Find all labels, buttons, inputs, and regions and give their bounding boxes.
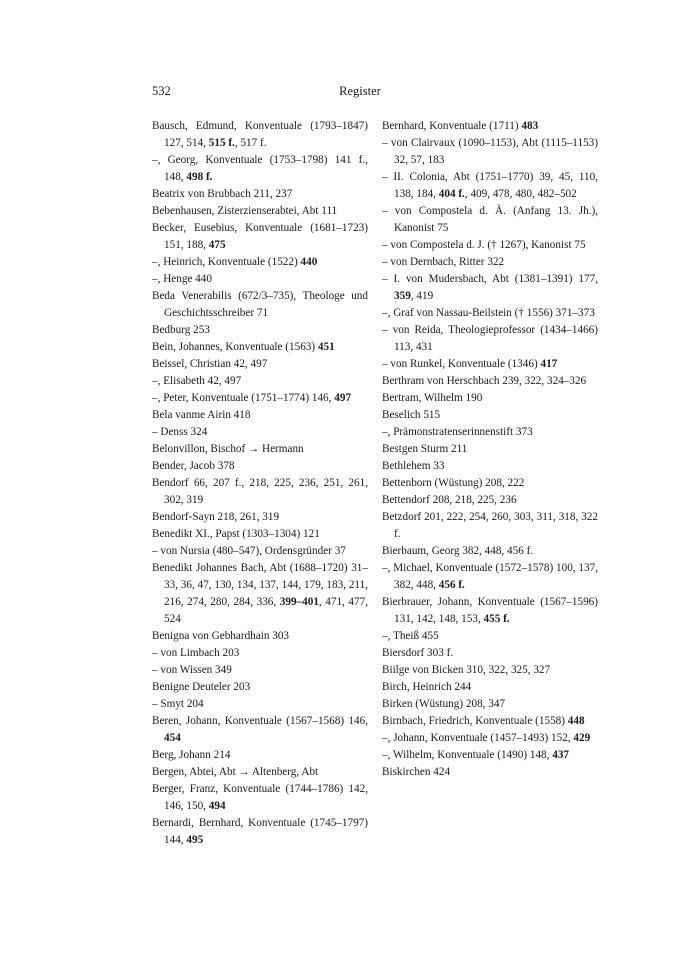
index-entry: Bertram, Wilhelm 190 [382,392,483,404]
page-number: 532 [152,84,171,98]
index-entry: –, Peter, Konventuale (1751–1774) 146, 497 [152,392,352,404]
index-entry: –, Johann, Konventuale (1457–1493) 152, 429 [382,732,591,744]
index-entry: Birch, Heinrich 244 [382,681,472,693]
index-entry: Bergen, Abtei, Abt → Altenberg, Abt [152,766,319,778]
index-entry: Belonvillon, Bischof → Hermann [152,443,304,455]
index-entry: Benedikt Johannes Bach, Abt (1688–1720) 31–33, 36, 47, 130, 134, 137, 144, 179, 183, 211, 216, 274, 280, 284, 336, 399–401, 471, 477, 524 [152,562,369,625]
index-entry: Bendorf-Sayn 218, 261, 319 [152,511,280,523]
index-entry: Becker, Eusebius, Konventuale (1681–1723) 151, 188, 475 [152,222,368,251]
index-entry: Bendorf 66, 207 f., 218, 225, 236, 251, 261, 302, 319 [152,477,368,506]
index-entry: Beissel, Christian 42, 497 [152,358,268,370]
index-entry: Bedburg 253 [152,324,210,336]
index-entry: Berg, Johann 214 [152,749,231,761]
index-entry: Bierbaum, Georg 382, 448, 456 f. [382,545,534,557]
index-entry: Bettenborn (Wüstung) 208, 222 [382,477,525,489]
index-entry: Bernhard, Konventuale (1711) 483 [382,120,539,132]
index-entry: Bausch, Edmund, Konventuale (1793–1847) 127, 514, 515 f., 517 f. [152,120,368,149]
index-entry: – von Wissen 349 [152,664,232,676]
index-entry: – von Reida, Theologieprofessor (1434–1466) 113, 431 [382,324,598,353]
index-entry: – von Nursia (480–547), Ordensgründer 37 [152,545,346,557]
index-entry: Benedikt XI., Papst (1303–1304) 121 [152,528,320,540]
index-column-left [152,118,368,849]
index-entry: – Smyt 204 [152,698,204,710]
index-entry: – I. von Mudersbach, Abt (1381–1391) 177, 359, 419 [382,273,598,302]
running-head: Register [339,84,381,98]
index-entry: – von Compostela d. J. († 1267), Kanonist 75 [382,239,586,251]
index-entry: Beatrix von Brubbach 211, 237 [152,188,293,200]
index-entry: –, Elisabeth 42, 497 [152,375,242,387]
index-entry: –, Theiß 455 [382,630,439,642]
index-entry: –, Prämonstratenserinnenstift 373 [382,426,533,438]
index-entry: Birken (Wüstung) 208, 347 [382,698,506,710]
index-entry: Bestgen Sturm 211 [382,443,468,455]
index-entry: Berger, Franz, Konventuale (1744–1786) 142, 146, 150, 494 [152,783,368,812]
index-entry: Betzdorf 201, 222, 254, 260, 303, 311, 318, 322 f. [382,511,598,540]
index-entry: Bettendorf 208, 218, 225, 236 [382,494,517,506]
page-header [152,84,568,102]
index-entry: – von Clairvaux (1090–1153), Abt (1115–1153) 32, 57, 183 [382,137,598,166]
index-entry: Beda Venerabilis (672/3–735), Theologe und Geschichtsschreiber 71 [152,290,368,319]
index-entry: Beselich 515 [382,409,441,421]
index-entry: – von Dernbach, Ritter 322 [382,256,505,268]
index-entry: Berthram von Herschbach 239, 322, 324–326 [382,375,587,387]
index-entry: – Denss 324 [152,426,208,438]
index-entry: – von Runkel, Konventuale (1346) 417 [382,358,558,370]
index-entry: Bethlehem 33 [382,460,445,472]
index-entry: Biersdorf 303 f. [382,647,454,659]
index-entry: – von Limbach 203 [152,647,240,659]
index-entry: Biilge von Bicken 310, 322, 325, 327 [382,664,551,676]
index-entry: Bernardi, Bernhard, Konventuale (1745–1797) 144, 495 [152,817,368,846]
index-entry: – von Compostela d. Ä. (Anfang 13. Jh.), Kanonist 75 [382,205,598,234]
index-column-right [382,118,598,781]
index-entry: Bierbrauer, Johann, Konventuale (1567–1596) 131, 142, 148, 153, 455 f. [382,596,598,625]
index-entry: Bebenhausen, Zisterzienserabtei, Abt 111 [152,205,338,217]
index-entry: –, Henge 440 [152,273,212,285]
index-entry: –, Georg, Konventuale (1753–1798) 141 f., 148, 498 f. [152,154,368,183]
index-entry: Bender, Jacob 378 [152,460,235,472]
index-entry: Biskirchen 424 [382,766,451,778]
index-entry: Birnbach, Friedrich, Konventuale (1558) 448 [382,715,585,727]
index-entry: Benigna von Gebhardhain 303 [152,630,290,642]
index-entry: –, Heinrich, Konventuale (1522) 440 [152,256,318,268]
index-entry: –, Graf von Nassau-Beilstein († 1556) 371–373 [382,307,595,319]
index-entry: – II. Colonia, Abt (1751–1770) 39, 45, 110, 138, 184, 404 f., 409, 478, 480, 482–502 [382,171,598,200]
index-entry: Bela vanme Airin 418 [152,409,251,421]
index-entry: Beren, Johann, Konventuale (1567–1568) 146, 454 [152,715,368,744]
index-entry: –, Michael, Konventuale (1572–1578) 100, 137, 382, 448, 456 f. [382,562,598,591]
index-entry: –, Wilhelm, Konventuale (1490) 148, 437 [382,749,570,761]
index-entry: Benigne Deuteler 203 [152,681,251,693]
index-entry: Bein, Johannes, Konventuale (1563) 451 [152,341,335,353]
